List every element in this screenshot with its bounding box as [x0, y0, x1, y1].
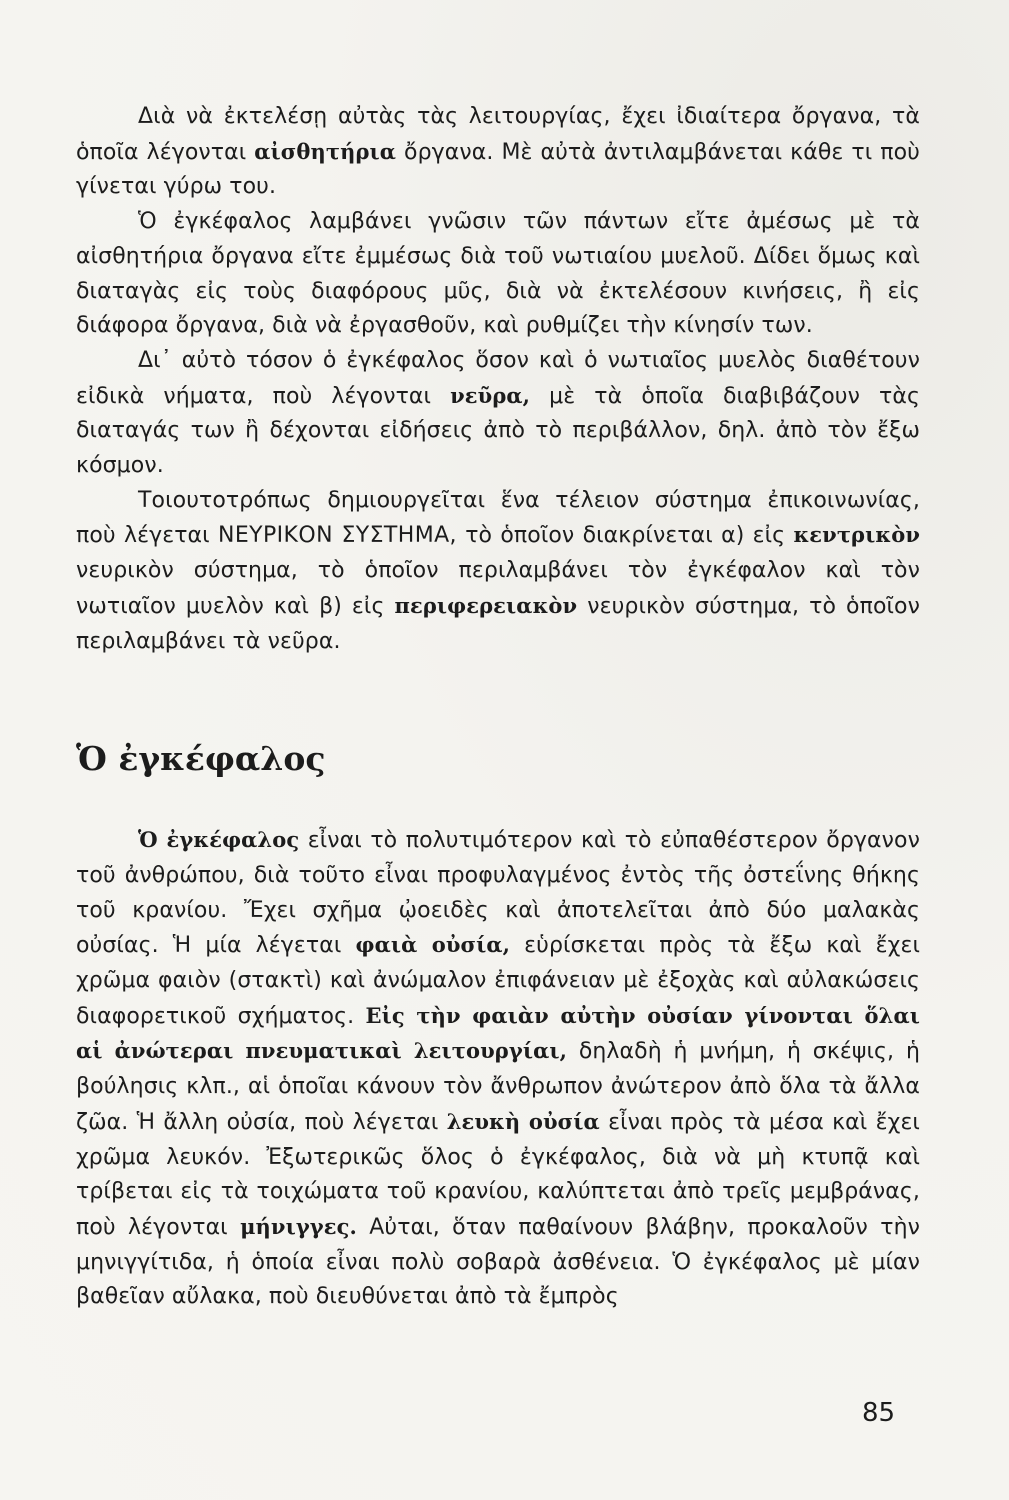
text-run: Δι᾽ αὐτὸ τόσον ὁ ἐγκέφαλος ὅσον καὶ ὁ νωτιαῖος μυελὸς διαθέτουν εἰδικὰ νήματα, ποὺ λέγονται: [76, 347, 920, 409]
section-heading-brain: Ὁ ἐγκέφαλος: [76, 739, 326, 779]
bold-term-white-matter: λευκὴ οὐσία: [446, 1108, 600, 1134]
text-run: δηλαδὴ ἡ μνήμη, ἡ σκέψις, ἡ βούλησις κλπ., αἱ ὁποῖαι κάνουν τὸν ἄνθρωπον ἀνώτερον ἀπὸ ὅλα τὰ ἄλλα ζῶα. Ἡ ἄλλη οὐσία, ποὺ λέγεται: [76, 1039, 920, 1135]
paragraph-nervous-system: [76, 484, 920, 660]
text-run: Τοιουτοτρόπως δημιουργεῖται ἕνα τέλειον σύστημα ἐπικοινωνίας, ποὺ λέγεται: [76, 487, 920, 549]
text-run: μὲ τὰ ὁποῖα διαβιβάζουν τὰς διαταγάς των ἢ δέχονται εἰδήσεις ἀπὸ τὸ περιβάλλον, δηλ. ἀπὸ τὸν ἔξω κόσμον.: [76, 383, 920, 479]
text-run: τὸ ὁποῖον διακρίνεται α) εἰς: [456, 523, 794, 549]
page-number: 85: [862, 1398, 896, 1428]
text-run: Αὐται, ὅταν παθαίνουν βλάβην, προκαλοῦν τὴν μηνιγγίτιδα, ἡ ὁποία εἶναι πολὺ σοβαρὰ ἀσθένεια. Ὁ ἐγκέφαλος μὲ μίαν βαθεῖαν αὔλακα, ποὺ διευθύνεται ἀπὸ τὰ ἔμπρὸς: [76, 1214, 921, 1310]
caps-term-nervous-system: ΝΕΥΡΙΚΟΝ ΣΥΣΤΗΜΑ,: [217, 523, 457, 549]
text-run: εἶναι τὸ πολυτιμότερον καὶ τὸ εὐπαθέστερον ὄργανον τοῦ ἀνθρώπου, διὰ τοῦτο εἶναι προφυλαγμένος ἐντὸς τῆς ὀστεΐνης θήκης τοῦ κρανίου. Ἔχει σχῆμα ᾠοειδὲς καὶ ἀποτελεῖται ἀπὸ δύο μαλακὰς οὐσίας. Ἡ μία λέγεται: [76, 828, 920, 959]
paragraph-brain-description: [76, 823, 920, 1315]
text-run: νευρικὸν σύστημα, τὸ ὁποῖον περιλαμβάνει τὰ νεῦρα.: [76, 593, 920, 654]
bold-term-brain: Ὁ ἐγκέφαλος: [138, 827, 300, 853]
paragraph-brain-knowledge: [76, 205, 920, 344]
text-run: Διὰ νὰ ἐκτελέσῃ αὐτὰς τὰς λειτουργίας, ἔχει ἰδιαίτερα ὄργανα, τὰ ὁποῖα λέγονται: [76, 104, 920, 165]
bold-term-central: κεντρικὸν: [793, 522, 920, 548]
text-run: Ὁ ἐγκέφαλος λαμβάνει γνῶσιν τῶν πάντων εἴτε ἀμέσως μὲ τὰ αἰσθητήρια ὄργανα εἴτε ἐμμέσως διὰ τοῦ νωτιαίου μυελοῦ. Δίδει ὅμως καὶ διαταγὰς εἰς τοὺς διαφόρους μῦς, διὰ νὰ ἐκτελέσουν κινήσεις, ἢ εἰς διάφορα ὄργανα, διὰ νὰ ἐργασθοῦν, καὶ ρυθμίζει τὴν κίνησίν των.: [76, 209, 920, 339]
paragraph-nerves: [76, 344, 920, 484]
page-body: [76, 100, 920, 1315]
text-run: ὄργανα. Μὲ αὐτὰ ἀντιλαμβάνεται κάθε τι ποὺ γίνεται γύρω του.: [76, 139, 920, 200]
bold-term-grey-matter: φαιὰ οὐσία,: [355, 932, 511, 958]
bold-term-aisthitiria: αἰσθητήρια: [254, 138, 397, 164]
bold-sentence-higher-functions: Εἰς τὴν φαιὰν αὐτὴν οὐσίαν γίνονται ὅλαι αἱ ἀνώτεραι πνευματικαὶ λειτουργίαι,: [76, 1002, 920, 1064]
text-run: εὑρίσκεται πρὸς τὰ ἔξω καὶ ἔχει χρῶμα φαιὸν (στακτὶ) καὶ ἀνώμαλον ἐπιφάνειαν μὲ ἐξοχὰς καὶ αὐλακώσεις διαφορετικοῦ σχήματος.: [76, 933, 920, 1029]
bold-term-peripheral: περιφερειακὸν: [394, 592, 578, 618]
bold-term-meninges: μήνιγγες.: [240, 1213, 357, 1239]
text-run: νευρικὸν σύστημα, τὸ ὁποῖον περιλαμβάνει τὸν ἐγκέφαλον καὶ τὸν νωτιαῖον μυελὸν καὶ β) εἰς: [76, 558, 920, 619]
text-run: εἶναι πρὸς τὰ μέσα καὶ ἔχει χρῶμα λευκόν. Ἐξωτερικῶς ὅλος ὁ ἐγκέφαλος, διὰ νὰ μὴ κτυπᾷ καὶ τρίβεται εἰς τὰ τοιχώματα τοῦ κρανίου, καλύπτεται ἀπὸ τρεῖς μεμβράνας, ποὺ λέγονται: [76, 1109, 920, 1240]
paragraph-senses: [76, 100, 920, 205]
bold-term-neura: νεῦρα,: [450, 382, 531, 408]
